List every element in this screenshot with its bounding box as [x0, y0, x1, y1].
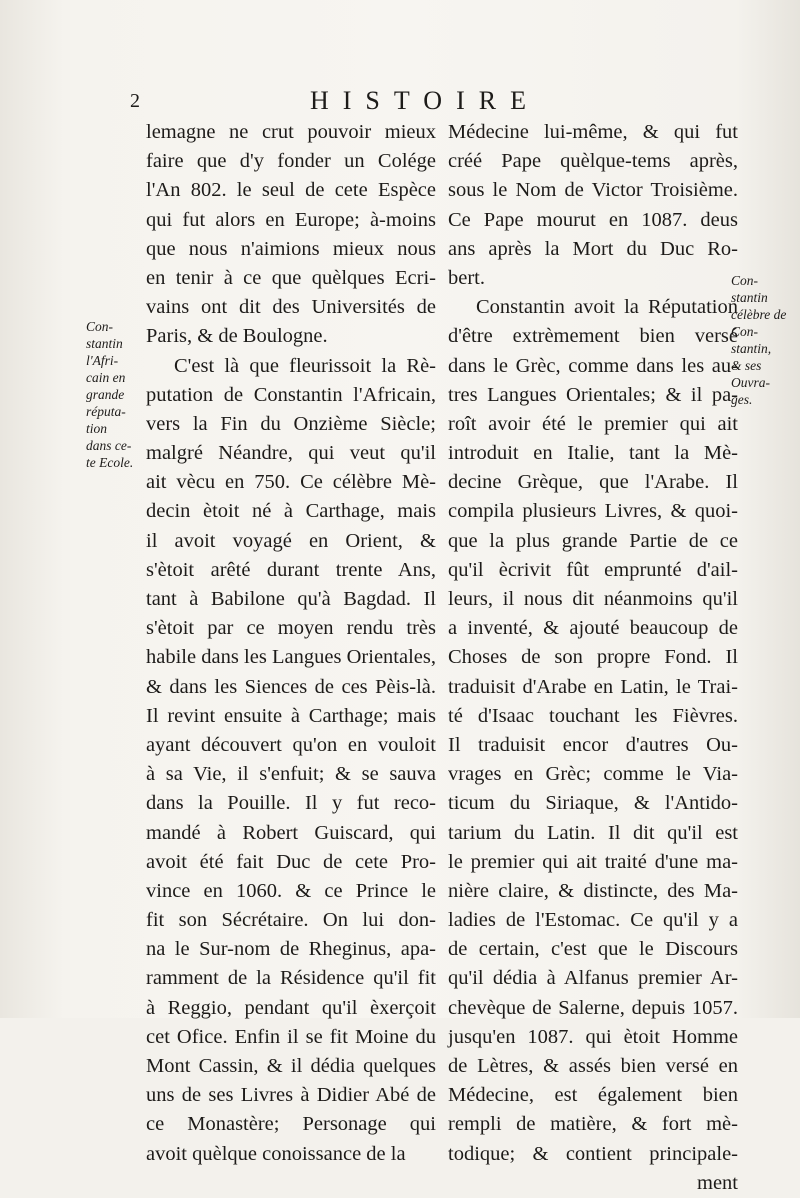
text-line: cet Ofice. Enfin il se fit Moine du: [146, 1025, 436, 1048]
text-line: fit son Sécrétaire. On lui don-: [146, 909, 436, 932]
text-line: a inventé, & ajouté beaucoup de: [448, 617, 738, 640]
text-line: té d'Isaac touchant les Fièvres.: [448, 704, 738, 727]
margin-note-line: grande: [86, 387, 125, 402]
text-line: vrages en Grèc; comme le Via-: [448, 763, 738, 786]
text-line: vers la Fin du Onzième Siècle;: [146, 412, 436, 435]
margin-note-line: l'Afri-: [86, 353, 119, 368]
margin-note-line: stantin,: [731, 341, 772, 356]
right-margin-note: [731, 272, 793, 408]
margin-note-line: Con-: [86, 319, 113, 334]
text-line: d'être extrèmement bien versé: [448, 325, 738, 348]
text-line: ladies de l'Estomac. Ce qu'il y a: [448, 909, 738, 932]
text-line: putation de Constantin l'Africain,: [146, 383, 436, 406]
running-title: HISTOIRE: [310, 86, 540, 115]
page-number: 2: [130, 90, 140, 112]
text-line: vince en 1060. & ce Prince le: [146, 879, 436, 902]
margin-note-line: Con-: [731, 273, 758, 288]
right-column: [448, 118, 738, 1198]
text-line: s'ètoit par ce moyen rendu très: [146, 617, 436, 640]
margin-note-line: ges.: [731, 392, 753, 407]
text-line: & dans les Siences de ces Pèis-là.: [146, 675, 436, 698]
left-margin-note: [86, 318, 148, 471]
text-line: Choses de son propre Fond. Il: [448, 646, 738, 669]
margin-note-line: célèbre de: [731, 307, 787, 322]
text-line: decine Grèque, que l'Arabe. Il: [448, 471, 738, 494]
text-line: rempli de matière, & fort mè-: [448, 1113, 738, 1136]
text-line: na le Sur-nom de Rheginus, apa-: [146, 938, 436, 961]
text-line: chevèque de Salerne, depuis 1057.: [448, 996, 738, 1019]
text-line: nière claire, & distincte, des Ma-: [448, 879, 738, 902]
text-line: compila plusieurs Livres, & quoi-: [448, 500, 738, 523]
text-line: ramment de la Résidence qu'il fit: [146, 967, 436, 990]
text-line: decin ètoit né à Carthage, mais: [146, 500, 436, 523]
text-line: créé Pape quèlque-tems après,: [448, 150, 738, 173]
text-line: dans la Pouille. Il y fut reco-: [146, 792, 436, 815]
text-line: à sa Vie, il s'enfuit; & se sauva: [146, 763, 436, 786]
text-line: tant à Babilone qu'à Bagdad. Il: [146, 588, 436, 610]
text-line: C'est là que fleurissoit la Rè-: [174, 354, 436, 377]
text-line: jusqu'en 1087. qui ètoit Homme: [448, 1025, 738, 1048]
text-line: il avoit voyagé en Orient, &: [146, 529, 436, 552]
margin-note-line: stantin: [86, 336, 123, 351]
text-line: faire que d'y fonder un Colége: [146, 150, 436, 173]
text-line: uns de ses Livres à Didier Abé de: [146, 1084, 436, 1107]
text-line: Paris, & de Boulogne.: [146, 325, 328, 348]
text-line: Il revint ensuite à Carthage; mais: [146, 704, 436, 727]
text-line: vains ont dit des Universités de: [146, 296, 436, 319]
margin-note-line: tion: [86, 421, 108, 436]
margin-note-line: réputa-: [86, 404, 126, 419]
text-line: à Reggio, pendant qu'il èxerçoit: [146, 996, 436, 1019]
text-line: l'An 802. le seul de cete Espèce: [146, 179, 436, 202]
text-line: qu'il dédia à Alfanus premier Ar-: [448, 967, 738, 990]
text-line: de certain, c'est que le Discours: [448, 938, 738, 961]
text-line: bert.: [448, 266, 485, 289]
margin-note-line: te Ecole.: [86, 455, 134, 470]
margin-note-line: & ses: [731, 358, 762, 373]
margin-note-line: cain en: [86, 370, 126, 385]
text-line: ayant découvert qu'on en vouloit: [146, 733, 436, 756]
text-line: lemagne ne crut pouvoir mieux: [146, 121, 436, 143]
page-header: [130, 86, 610, 116]
text-line: traduisit d'Arabe en Latin, le Trai-: [448, 675, 738, 698]
margin-note-line: Con-: [731, 324, 758, 339]
text-line: ait vècu en 750. Ce célèbre Mè-: [146, 471, 436, 494]
text-line: roît avoir été le premier qui ait: [448, 412, 738, 435]
text-line: Mont Cassin, & il dédia quelques: [146, 1055, 436, 1077]
margin-note-line: Ouvra-: [731, 375, 770, 390]
text-line: leurs, il nous dit néanmoins qu'il: [448, 588, 738, 610]
margin-note-line: stantin: [731, 290, 768, 305]
text-line: s'ètoit arêté durant trente Ans,: [146, 558, 436, 581]
left-column: [146, 118, 436, 1169]
text-line: ans après la Mort du Duc Ro-: [448, 237, 738, 260]
text-line: le premier qui ait traité d'une ma-: [448, 850, 738, 873]
text-line: Il traduisit encor d'autres Ou-: [448, 733, 738, 756]
text-line: sous le Nom de Victor Troisième.: [448, 179, 738, 202]
text-line: introduit en Italie, tant la Mè-: [448, 442, 738, 465]
text-line: qu'il ècrivit fût emprunté d'ail-: [448, 558, 738, 581]
text-line: que la plus grande Partie de ce: [448, 529, 738, 552]
text-line: que nous n'aimions mieux nous: [146, 237, 436, 260]
text-line: tres Langues Orientales; & il pa-: [448, 383, 738, 406]
text-line: en tenir à ce que quèlques Ecri-: [146, 266, 436, 289]
text-line: Constantin avoit la Réputation: [476, 296, 738, 319]
text-line: avoit quèlque conoissance de la: [146, 1142, 406, 1165]
margin-note-line: dans ce-: [86, 438, 132, 453]
text-line: de Lètres, & assés bien versé en: [448, 1055, 738, 1077]
text-line: qui fut alors en Europe; à-moins: [146, 208, 436, 231]
text-line: Ce Pape mourut en 1087. deus: [448, 208, 738, 231]
text-line: avoit été fait Duc de cete Pro-: [146, 850, 436, 873]
text-line: ment: [697, 1171, 738, 1194]
text-line: dans le Grèc, comme dans les au-: [448, 354, 738, 377]
text-line: ce Monastère; Personage qui: [146, 1113, 436, 1136]
text-line: Médecine, est également bien: [448, 1084, 738, 1107]
text-line: habile dans les Langues Orientales,: [146, 646, 436, 669]
text-line: mandé à Robert Guiscard, qui: [146, 821, 436, 844]
text-line: malgré Néandre, qui veut qu'il: [146, 442, 436, 465]
text-line: tarium du Latin. Il dit qu'il est: [448, 821, 738, 844]
text-line: todique; & contient principale-: [448, 1142, 738, 1165]
text-line: Médecine lui-même, & qui fut: [448, 121, 738, 143]
text-line: ticum du Siriaque, & l'Antido-: [448, 792, 738, 815]
